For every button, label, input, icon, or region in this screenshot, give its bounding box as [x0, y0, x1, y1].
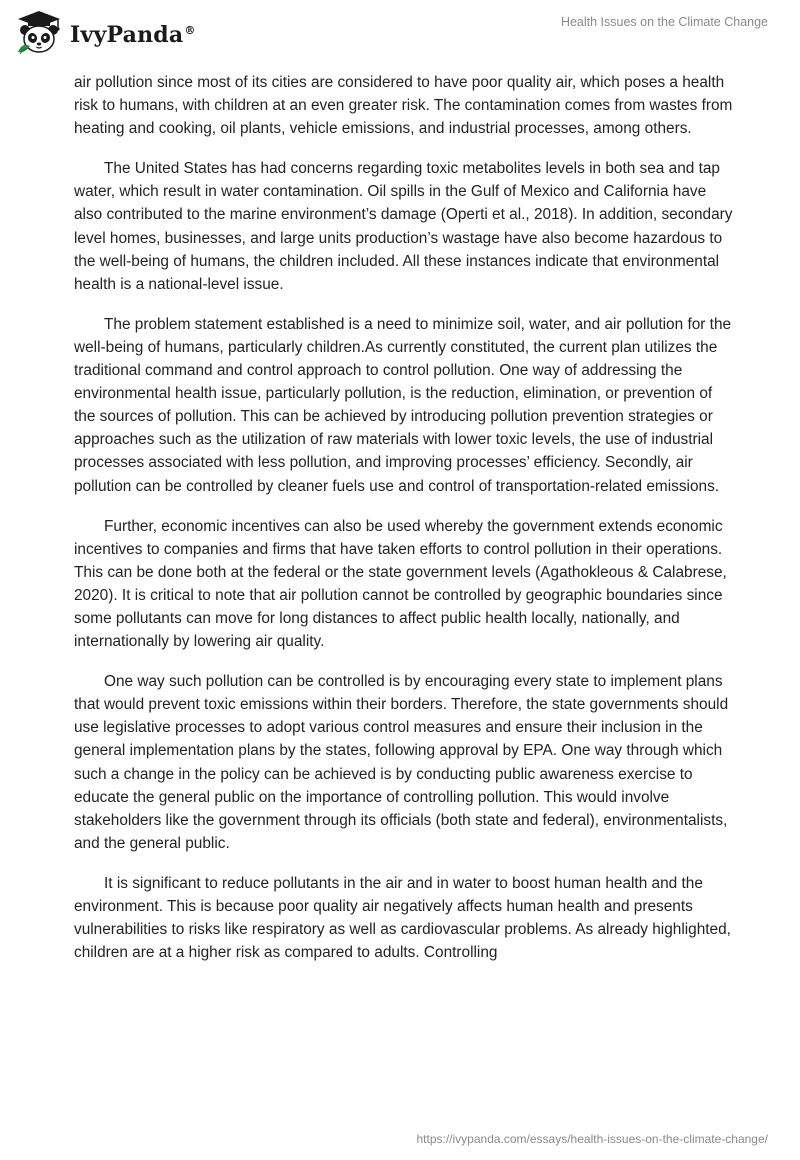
paragraph: It is significant to reduce pollutants in the air and in water to boost human health and the environment. This is because poor quality air negatively affects human health and presents vulnerabilities to risks like respiratory as well as cardiovascular problems. As already highlighted, children are at a higher risk as compared to adults. Controlling	[74, 874, 731, 962]
paragraph: The United States has had concerns regarding toxic metabolites levels in both sea and tap water, which result in water contamination. Oil spills in the Gulf of Mexico and California have also contributed to the marine environment’s damage (Operti et al., 2018). In addition, secondary level homes, businesses, and large units production’s wastage have also become hazardous to the well-being of humans, the children included. All these instances indicate that environmental health is a national-level issue.	[74, 160, 733, 293]
registered-mark: ®	[184, 23, 196, 37]
source-url-link[interactable]: https://ivypanda.com/essays/health-issues-on-the-climate-change/	[416, 1132, 768, 1146]
paragraph: One way such pollution can be controlled is by encouraging every state to implement plans that would prevent toxic emissions within their borders. Therefore, the state governments should use legislative processes to adopt various control measures and ensure their inclusion in the general implementation plans by the states, following approval by EPA. One way through which such a change in the policy can be achieved is by conducting public awareness exercise to educate the general public on the importance of controlling pollution. This would involve stakeholders like the government through its officials (both state and federal), environmentalists, and the general public.	[74, 673, 729, 852]
brand-logo[interactable]	[14, 8, 196, 58]
panda-graduate-logo-icon	[14, 8, 64, 58]
essay-body	[74, 71, 734, 981]
brand-name: IvyPanda®	[70, 22, 196, 48]
page-header	[0, 0, 800, 70]
paragraph: The problem statement established is a need to minimize soil, water, and air pollution for the well-being of humans, particularly children.As currently constituted, the current plan utilizes the traditional command and control approach to control pollution. One way of addressing the environmental health issue, particularly pollution, is the reduction, elimination, or prevention of the sources of pollution. This can be achieved by introducing pollution prevention strategies or approaches such as the utilization of raw materials with lower toxic levels, the use of industrial processes associated with less pollution, and improving processes’ efficiency. Secondly, air pollution can be controlled by cleaner fuels use and control of transportation-related emissions.	[74, 315, 732, 495]
paragraph: air pollution since most of its cities are considered to have poor quality air, which poses a health risk to humans, with children at an even greater risk. The contamination comes from wastes from heating and cooking, oil plants, vehicle emissions, and industrial processes, among others.	[74, 74, 733, 138]
paragraph: Further, economic incentives can also be used whereby the government extends economic incentives to companies and firms that have taken efforts to control pollution in their operations. This can be done both at the federal or the state government levels (Agathokleous & Calabrese, 2020). It is critical to note that air pollution cannot be controlled by geographic boundaries since some pollutants can move for long distances to affect public health locally, nationally, and internationally by lowering air quality.	[74, 517, 727, 651]
document-title: Health Issues on the Climate Change	[560, 15, 768, 29]
